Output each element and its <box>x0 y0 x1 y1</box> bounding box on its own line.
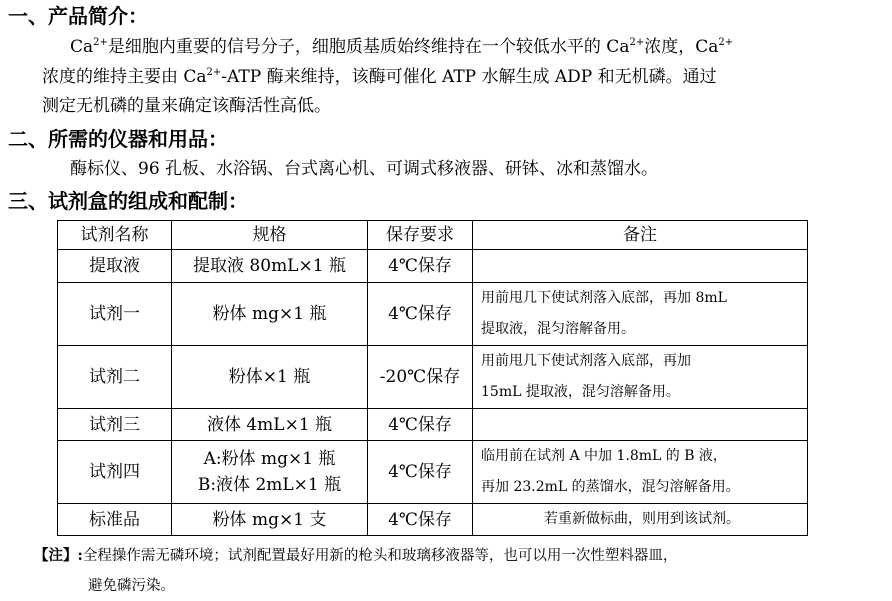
header-storage: 保存要求 <box>368 221 473 250</box>
reagent-note: 若重新做标曲，则用到该试剂。 <box>473 504 808 536</box>
equipment-list: 酶标仪、96 孔板、水浴锅、台式离心机、可调式移液器、研钵、冰和蒸馏水。 <box>70 159 659 179</box>
table-header-row <box>58 221 808 250</box>
section-heading-equipment: 二、所需的仪器和用品： <box>8 127 228 151</box>
reagent-spec: 液体 4mL×1 瓶 <box>172 409 368 441</box>
table-row <box>58 441 808 504</box>
reagent-storage: 4℃保存 <box>368 283 473 346</box>
reagent-spec: 粉体 mg×1 瓶 <box>172 283 368 346</box>
reagent-note <box>473 250 808 283</box>
reagent-name: 试剂二 <box>58 346 172 409</box>
remark-line-2: 避免磷污染。 <box>88 578 175 594</box>
table-row <box>58 283 808 346</box>
table-row <box>58 250 808 283</box>
remark <box>34 541 677 601</box>
reagent-spec: A:粉体 mg×1 瓶 B:液体 2mL×1 瓶 <box>172 441 368 504</box>
table-row <box>58 504 808 536</box>
reagent-note: 临用前在试剂 A 中加 1.8mL 的 B 液， 再加 23.2mL 的蒸馏水，混匀溶解备用。 <box>473 441 808 504</box>
remark-tag: 【注】: <box>34 547 83 564</box>
reagent-storage: 4℃保存 <box>368 250 473 283</box>
reagent-name: 试剂一 <box>58 283 172 346</box>
section-heading-intro: 一、产品简介： <box>8 4 148 28</box>
reagent-storage: 4℃保存 <box>368 409 473 441</box>
reagent-spec: 提取液 80mL×1 瓶 <box>172 250 368 283</box>
intro-line-1: $Ca^{2+}$是细胞内重要的信号分子，细胞质基质始终维持在一个较低水平的 $Ca^{2+}$浓度，$Ca^{2+}$ <box>70 37 734 57</box>
reagent-storage: 4℃保存 <box>368 504 473 536</box>
reagent-table <box>57 220 808 536</box>
reagent-spec: 粉体 mg×1 支 <box>172 504 368 536</box>
section-heading-kit: 三、试剂盒的组成和配制： <box>8 189 248 213</box>
reagent-name: 提取液 <box>58 250 172 283</box>
table-row <box>58 409 808 441</box>
reagent-spec: 粉体×1 瓶 <box>172 346 368 409</box>
header-note: 备注 <box>473 221 808 250</box>
intro-line-2: 浓度的维持主要由 $Ca^{2+}$-ATP 酶来维持，该酶可催化 ATP 水解生成 ADP 和无机磷。通过 <box>42 67 717 87</box>
reagent-note <box>473 409 808 441</box>
reagent-name: 试剂四 <box>58 441 172 504</box>
table-row <box>58 346 808 409</box>
intro-line-3: 测定无机磷的量来确定该酶活性高低。 <box>42 96 331 116</box>
reagent-note: 用前甩几下使试剂落入底部，再加 15mL 提取液，混匀溶解备用。 <box>473 346 808 409</box>
reagent-note: 用前甩几下使试剂落入底部，再加 8mL 提取液，混匀溶解备用。 <box>473 283 808 346</box>
header-name: 试剂名称 <box>58 221 172 250</box>
reagent-storage: 4℃保存 <box>368 441 473 504</box>
reagent-storage: -20℃保存 <box>368 346 473 409</box>
header-spec: 规格 <box>172 221 368 250</box>
reagent-name: 标准品 <box>58 504 172 536</box>
remark-line-1: 全程操作需无磷环境；试剂配置最好用新的枪头和玻璃移液器等，也可以用一次性塑料器皿， <box>82 548 678 564</box>
reagent-name: 试剂三 <box>58 409 172 441</box>
